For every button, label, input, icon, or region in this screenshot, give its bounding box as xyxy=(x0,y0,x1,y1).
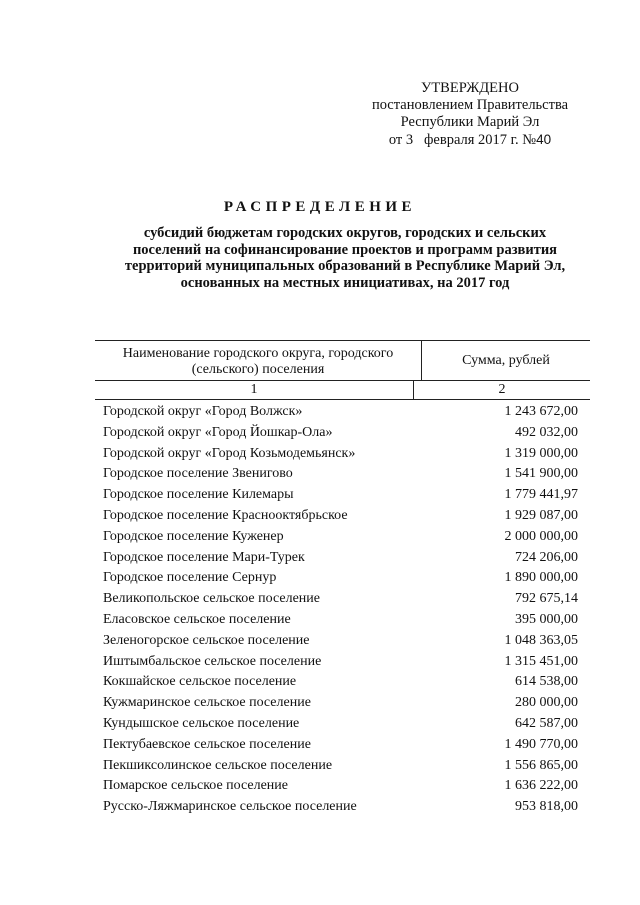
column-header-amount: Сумма, рублей xyxy=(422,340,590,380)
table-row xyxy=(103,423,578,444)
row-municipality-name: Городской округ «Город Йошкар-Ола» xyxy=(103,424,333,440)
table-row xyxy=(103,506,578,527)
row-amount: 1 048 363,05 xyxy=(504,632,578,648)
subtitle-line: субсидий бюджетам городских округов, городских и сельских xyxy=(143,225,547,241)
row-amount: 642 587,00 xyxy=(515,715,578,731)
approval-date-line xyxy=(350,131,590,149)
column-index-2: 2 xyxy=(414,380,590,400)
column-header-name xyxy=(95,340,422,380)
document-title: РАСПРЕДЕЛЕНИЕ xyxy=(223,199,417,215)
row-municipality-name: Городское поселение Звенигово xyxy=(103,466,293,482)
table-row xyxy=(103,652,578,673)
column-header-name-line: Наименование городского округа, городского xyxy=(122,346,394,361)
table-body xyxy=(103,402,578,818)
column-header-name-line: (сельского) поселения xyxy=(191,362,325,377)
table-header xyxy=(95,340,590,400)
table-row xyxy=(103,610,578,631)
row-municipality-name: Городское поселение Куженер xyxy=(103,528,284,544)
document-subtitle xyxy=(95,225,595,291)
approval-date: от 3 февраля 2017 г. № xyxy=(388,132,537,148)
row-municipality-name: Городское поселение Мари-Турек xyxy=(103,549,305,565)
row-amount: 1 315 451,00 xyxy=(504,653,578,669)
table-row xyxy=(103,693,578,714)
row-amount: 792 675,14 xyxy=(515,591,578,607)
row-amount: 1 243 672,00 xyxy=(504,404,578,419)
row-municipality-name: Пекшиксолинское сельское поселение xyxy=(103,757,333,773)
row-municipality-name: Иштымбальское сельское поселение xyxy=(103,653,322,669)
row-amount: 614 538,00 xyxy=(515,674,578,690)
table-row xyxy=(103,589,578,610)
table-row xyxy=(103,797,578,818)
row-municipality-name: Помарское сельское поселение xyxy=(103,778,289,794)
subtitle-line: территорий муниципальных образований в Республике Марий Эл, xyxy=(124,258,566,274)
row-municipality-name: Городской округ «Город Волжск» xyxy=(103,404,303,419)
table-row xyxy=(103,444,578,465)
row-amount: 1 779 441,97 xyxy=(504,487,578,503)
table-row xyxy=(103,402,578,423)
row-amount: 395 000,00 xyxy=(515,611,578,627)
row-municipality-name: Кокшайское сельское поселение xyxy=(103,674,297,690)
approval-republic-line: Республики Марий Эл xyxy=(400,114,540,130)
row-amount: 1 556 865,00 xyxy=(504,757,578,773)
row-municipality-name: Кужмаринское сельское поселение xyxy=(103,695,311,711)
row-amount: 724 206,00 xyxy=(515,549,578,565)
row-amount: 1 490 770,00 xyxy=(504,736,578,752)
table-row xyxy=(103,568,578,589)
table-row xyxy=(103,672,578,693)
approval-heading: УТВЕРЖДЕНО xyxy=(421,80,519,96)
table-row xyxy=(103,776,578,797)
approval-number: 40 xyxy=(536,132,552,147)
row-municipality-name: Городской округ «Город Козьмодемьянск» xyxy=(103,445,356,461)
table-row xyxy=(103,527,578,548)
row-amount: 492 032,00 xyxy=(515,424,578,440)
row-municipality-name: Городское поселение Краснооктябрьское xyxy=(103,507,348,523)
column-index-1: 1 xyxy=(95,380,414,400)
row-municipality-name: Русско-Ляжмаринское сельское поселение xyxy=(103,799,357,815)
approval-resolution-line: постановлением Правительства xyxy=(371,97,569,113)
table-index-row xyxy=(95,380,590,400)
table-row xyxy=(103,464,578,485)
row-amount: 280 000,00 xyxy=(515,695,578,711)
row-municipality-name: Еласовское сельское поселение xyxy=(103,611,291,627)
table-row xyxy=(103,735,578,756)
subtitle-line: поселений на софинансирование проектов и программ развития xyxy=(132,241,558,258)
row-municipality-name: Городское поселение Сернур xyxy=(103,570,277,586)
subtitle-line: основанных на местных инициативах, на 2017 год xyxy=(180,274,510,291)
row-municipality-name: Пектубаевское сельское поселение xyxy=(103,736,311,752)
row-amount: 953 818,00 xyxy=(515,799,578,815)
row-amount: 1 929 087,00 xyxy=(504,507,578,523)
row-amount: 1 319 000,00 xyxy=(504,445,578,461)
row-municipality-name: Великопольское сельское поселение xyxy=(103,591,320,607)
table-header-row xyxy=(95,340,590,380)
table-row xyxy=(103,548,578,569)
table-row xyxy=(103,631,578,652)
row-amount: 1 890 000,00 xyxy=(504,570,578,586)
row-municipality-name: Кундышское сельское поселение xyxy=(103,715,300,731)
table-row xyxy=(103,714,578,735)
row-municipality-name: Зеленогорское сельское поселение xyxy=(103,632,310,648)
table-row xyxy=(103,485,578,506)
row-amount: 1 541 900,00 xyxy=(504,466,578,482)
table-row xyxy=(103,756,578,777)
approval-block xyxy=(350,80,590,149)
row-amount: 1 636 222,00 xyxy=(504,778,578,794)
row-amount: 2 000 000,00 xyxy=(504,528,578,544)
row-municipality-name: Городское поселение Килемары xyxy=(103,487,294,503)
